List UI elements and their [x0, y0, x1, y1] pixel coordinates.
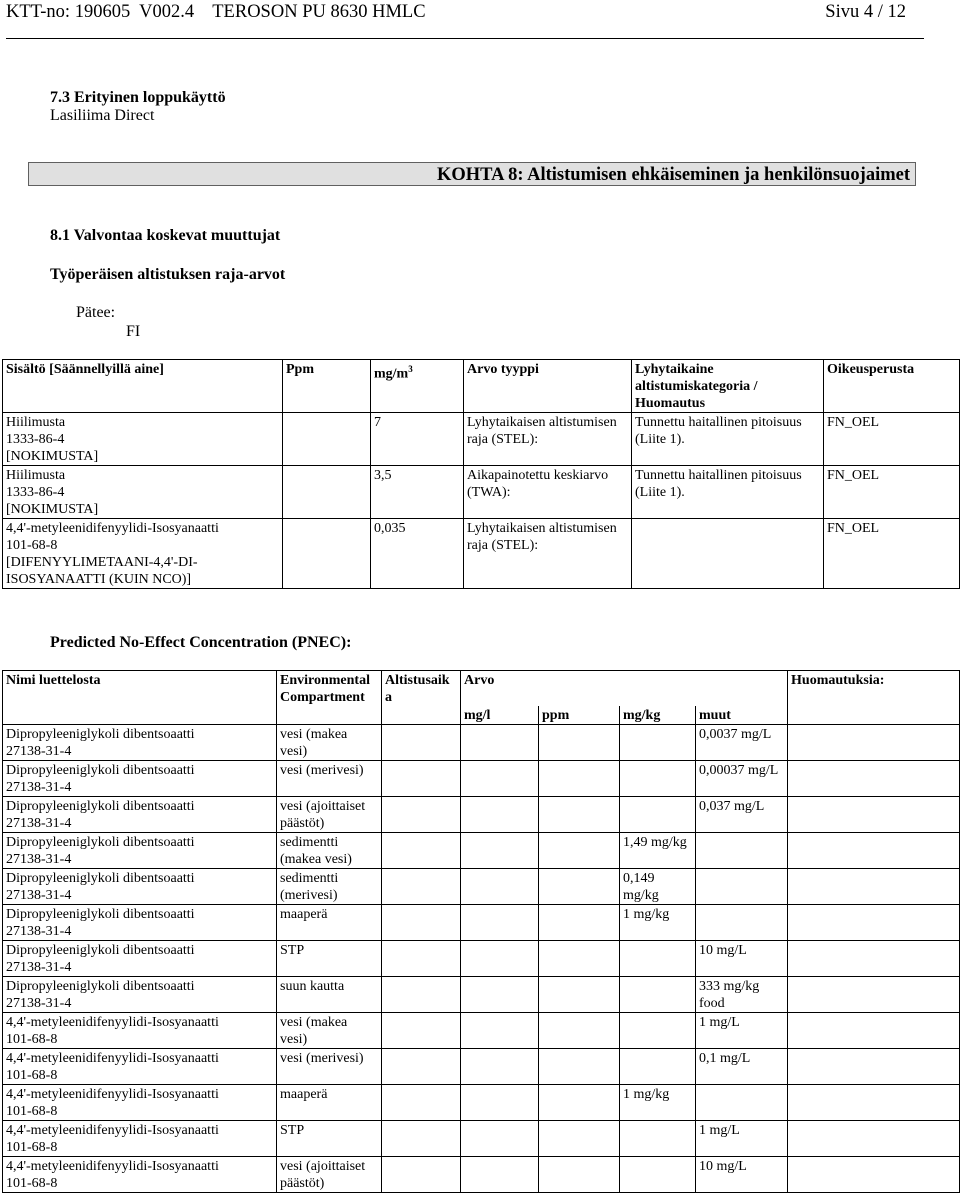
pnec-name: 4,4'-metyleenidifenyylidi-Isosyanaatti 101-68-8: [3, 1048, 277, 1084]
pnec-remarks: [788, 760, 960, 796]
applies-label: Pätee:: [76, 304, 116, 321]
pnec-other: 0,0037 mg/L: [696, 724, 788, 760]
pnec-ppm: [539, 904, 620, 940]
table-row: [3, 1120, 960, 1156]
oel-category: Tunnettu haitallinen pitoisuus (Liite 1).: [632, 413, 824, 466]
pnec-other: 10 mg/L: [696, 1156, 788, 1192]
pnec-other: 333 mg/kg food: [696, 976, 788, 1012]
pnec-header-value: Arvo: [461, 671, 788, 706]
pnec-period: [382, 796, 461, 832]
oel-type: Lyhytaikaisen altistumisen raja (STEL):: [464, 413, 632, 466]
oel-substance: 4,4'-metyleenidifenyylidi-Isosyanaatti 101-68-8 [DIFENYYLIMETAANI-4,4'-DI- ISOSYANAATTI (KUIN NCO)]: [3, 519, 283, 589]
pnec-ppm: [539, 868, 620, 904]
table-row: [3, 1048, 960, 1084]
pnec-compartment: vesi (makea vesi): [277, 724, 382, 760]
pnec-header-other: muut: [696, 706, 788, 725]
pnec-ppm: [539, 1012, 620, 1048]
document-id: KTT-no: 190605 V002.4 TEROSON PU 8630 HMLC: [6, 2, 426, 22]
pnec-mgkg: 1,49 mg/kg: [620, 832, 696, 868]
pnec-mgkg: 1 mg/kg: [620, 904, 696, 940]
pnec-remarks: [788, 1120, 960, 1156]
pnec-mgkg: [620, 760, 696, 796]
pnec-mgkg: [620, 1012, 696, 1048]
pnec-mgl: [461, 796, 539, 832]
pnec-period: [382, 724, 461, 760]
pnec-name: Dipropyleeniglykoli dibentsoaatti 27138-31-4: [3, 796, 277, 832]
pnec-compartment: vesi (ajoittaiset päästöt): [277, 1156, 382, 1192]
pnec-header-remarks: Huomautuksia:: [788, 671, 960, 725]
pnec-ppm: [539, 832, 620, 868]
oel-basis: FN_OEL: [824, 519, 960, 589]
pnec-name: 4,4'-metyleenidifenyylidi-Isosyanaatti 101-68-8: [3, 1012, 277, 1048]
pnec-period: [382, 832, 461, 868]
pnec-remarks: [788, 1012, 960, 1048]
table-row: [3, 904, 960, 940]
section-7-3-text: Lasiliima Direct: [50, 107, 155, 124]
oel-table: [2, 359, 960, 589]
pnec-other: [696, 868, 788, 904]
pnec-header-mgkg: mg/kg: [620, 706, 696, 725]
applies-value: FI: [126, 323, 141, 340]
pnec-name: Dipropyleeniglykoli dibentsoaatti 27138-31-4: [3, 976, 277, 1012]
pnec-mgkg: [620, 976, 696, 1012]
oel-basis: FN_OEL: [824, 413, 960, 466]
oel-ppm: [283, 466, 371, 519]
table-row: [3, 976, 960, 1012]
oel-header-ppm: Ppm: [283, 360, 371, 413]
pnec-body: [3, 724, 960, 1192]
pnec-other: 0,00037 mg/L: [696, 760, 788, 796]
pnec-other: 10 mg/L: [696, 940, 788, 976]
pnec-compartment: vesi (merivesi): [277, 1048, 382, 1084]
pnec-period: [382, 904, 461, 940]
pnec-remarks: [788, 1048, 960, 1084]
page-header: [6, 0, 926, 26]
oel-substance: Hiilimusta 1333-86-4 [NOKIMUSTA]: [3, 466, 283, 519]
pnec-period: [382, 1048, 461, 1084]
pnec-mgl: [461, 904, 539, 940]
pnec-header-mgl: mg/l: [461, 706, 539, 725]
oel-category: [632, 519, 824, 589]
pnec-name: 4,4'-metyleenidifenyylidi-Isosyanaatti 101-68-8: [3, 1120, 277, 1156]
oel-header-type: Arvo tyyppi: [464, 360, 632, 413]
pnec-compartment: vesi (merivesi): [277, 760, 382, 796]
section-8-1-heading: 8.1 Valvontaa koskevat muuttujat: [50, 227, 281, 244]
table-row: [3, 796, 960, 832]
pnec-remarks: [788, 796, 960, 832]
pnec-compartment: maaperä: [277, 904, 382, 940]
pnec-mgkg: 0,149 mg/kg: [620, 868, 696, 904]
pnec-period: [382, 868, 461, 904]
pnec-remarks: [788, 832, 960, 868]
pnec-period: [382, 1012, 461, 1048]
pnec-compartment: suun kautta: [277, 976, 382, 1012]
oel-header-mgm3: [371, 360, 464, 413]
oel-type: Lyhytaikaisen altistumisen raja (STEL):: [464, 519, 632, 589]
pnec-mgkg: [620, 724, 696, 760]
pnec-compartment: maaperä: [277, 1084, 382, 1120]
page-number: Sivu 4 / 12: [825, 2, 906, 22]
pnec-name: Dipropyleeniglykoli dibentsoaatti 27138-31-4: [3, 940, 277, 976]
pnec-period: [382, 940, 461, 976]
oel-mgm3: 7: [371, 413, 464, 466]
pnec-remarks: [788, 904, 960, 940]
pnec-compartment: sedimentti (merivesi): [277, 868, 382, 904]
table-row: [3, 466, 960, 519]
pnec-compartment: vesi (makea vesi): [277, 1012, 382, 1048]
pnec-mgl: [461, 1012, 539, 1048]
pnec-remarks: [788, 868, 960, 904]
pnec-other: [696, 1084, 788, 1120]
pnec-other: 1 mg/L: [696, 1012, 788, 1048]
pnec-mgl: [461, 940, 539, 976]
pnec-header-name: Nimi luettelosta: [3, 671, 277, 725]
oel-subheading: Työperäisen altistuksen raja-arvot: [50, 266, 286, 283]
oel-mgm3: 0,035: [371, 519, 464, 589]
pnec-ppm: [539, 976, 620, 1012]
table-row: [3, 760, 960, 796]
section-8-title-band: [28, 162, 916, 186]
oel-header-basis: Oikeusperusta: [824, 360, 960, 413]
table-row: [3, 724, 960, 760]
table-row: [3, 940, 960, 976]
pnec-header-period: Altistusaik a: [382, 671, 461, 725]
pnec-mgl: [461, 760, 539, 796]
pnec-header-ppm: ppm: [539, 706, 620, 725]
pnec-compartment: STP: [277, 940, 382, 976]
pnec-other: 0,1 mg/L: [696, 1048, 788, 1084]
pnec-mgkg: [620, 1048, 696, 1084]
table-row: [3, 1084, 960, 1120]
oel-ppm: [283, 519, 371, 589]
pnec-other: [696, 832, 788, 868]
pnec-mgl: [461, 976, 539, 1012]
pnec-ppm: [539, 760, 620, 796]
pnec-name: Dipropyleeniglykoli dibentsoaatti 27138-31-4: [3, 760, 277, 796]
pnec-remarks: [788, 724, 960, 760]
table-row: [3, 1012, 960, 1048]
pnec-compartment: sedimentti (makea vesi): [277, 832, 382, 868]
pnec-period: [382, 976, 461, 1012]
oel-header-category: Lyhytaikaine altistumiskategoria / Huomautus: [632, 360, 824, 413]
pnec-header-compartment: Environmental Compartment: [277, 671, 382, 725]
pnec-mgl: [461, 1120, 539, 1156]
pnec-heading: Predicted No-Effect Concentration (PNEC):: [50, 634, 352, 651]
oel-header-mgm3-sup: 3: [408, 364, 413, 374]
table-row: [3, 413, 960, 466]
table-row: [3, 519, 960, 589]
table-row: [3, 832, 960, 868]
section-7-3-heading: 7.3 Erityinen loppukäyttö: [50, 89, 226, 106]
pnec-period: [382, 1120, 461, 1156]
pnec-header-row: [3, 671, 960, 706]
pnec-ppm: [539, 1120, 620, 1156]
pnec-period: [382, 1084, 461, 1120]
pnec-mgl: [461, 1084, 539, 1120]
table-row: [3, 868, 960, 904]
pnec-name: Dipropyleeniglykoli dibentsoaatti 27138-31-4: [3, 868, 277, 904]
pnec-name: 4,4'-metyleenidifenyylidi-Isosyanaatti 101-68-8: [3, 1156, 277, 1192]
pnec-table: [2, 670, 960, 1193]
pnec-mgl: [461, 868, 539, 904]
oel-ppm: [283, 413, 371, 466]
oel-basis: FN_OEL: [824, 466, 960, 519]
pnec-other: 1 mg/L: [696, 1120, 788, 1156]
pnec-other: [696, 904, 788, 940]
pnec-mgl: [461, 832, 539, 868]
oel-header-substance: Sisältö [Säännellyillä aine]: [3, 360, 283, 413]
pnec-mgkg: [620, 1120, 696, 1156]
pnec-remarks: [788, 976, 960, 1012]
pnec-ppm: [539, 724, 620, 760]
pnec-compartment: vesi (ajoittaiset päästöt): [277, 796, 382, 832]
header-rule: [6, 38, 924, 39]
oel-type: Aikapainotettu keskiarvo (TWA):: [464, 466, 632, 519]
pnec-remarks: [788, 1084, 960, 1120]
pnec-ppm: [539, 796, 620, 832]
pnec-name: Dipropyleeniglykoli dibentsoaatti 27138-31-4: [3, 724, 277, 760]
pnec-name: Dipropyleeniglykoli dibentsoaatti 27138-31-4: [3, 832, 277, 868]
oel-mgm3: 3,5: [371, 466, 464, 519]
pnec-name: Dipropyleeniglykoli dibentsoaatti 27138-31-4: [3, 904, 277, 940]
oel-header-mgm3-text: mg/m: [374, 366, 409, 382]
oel-substance: Hiilimusta 1333-86-4 [NOKIMUSTA]: [3, 413, 283, 466]
pnec-remarks: [788, 940, 960, 976]
oel-header-row: [3, 360, 960, 413]
pnec-mgl: [461, 724, 539, 760]
pnec-name: 4,4'-metyleenidifenyylidi-Isosyanaatti 101-68-8: [3, 1084, 277, 1120]
pnec-ppm: [539, 1048, 620, 1084]
pnec-mgl: [461, 1048, 539, 1084]
pnec-period: [382, 760, 461, 796]
pnec-mgkg: [620, 940, 696, 976]
pnec-ppm: [539, 940, 620, 976]
pnec-ppm: [539, 1084, 620, 1120]
oel-category: Tunnettu haitallinen pitoisuus (Liite 1).: [632, 466, 824, 519]
pnec-mgkg: 1 mg/kg: [620, 1084, 696, 1120]
pnec-other: 0,037 mg/L: [696, 796, 788, 832]
pnec-compartment: STP: [277, 1120, 382, 1156]
pnec-mgkg: [620, 796, 696, 832]
section-8-title: KOHTA 8: Altistumisen ehkäiseminen ja henkilönsuojaimet: [437, 165, 910, 185]
